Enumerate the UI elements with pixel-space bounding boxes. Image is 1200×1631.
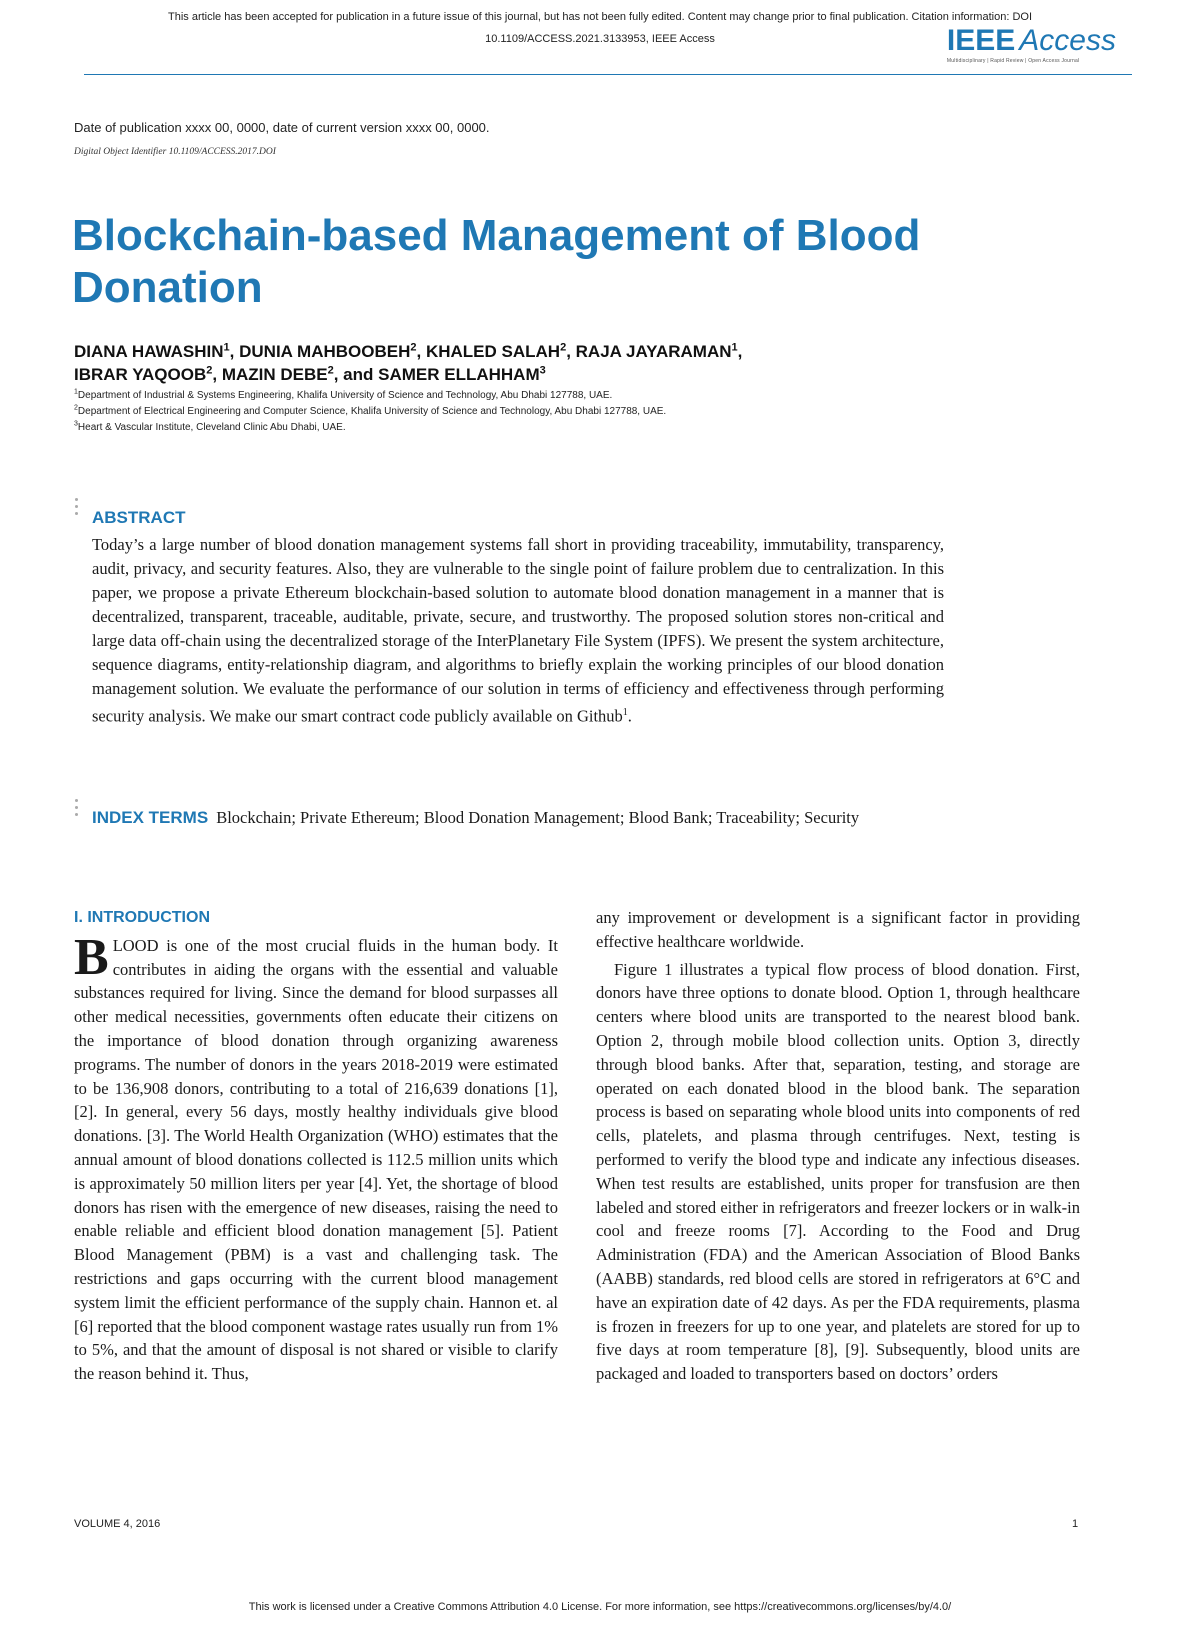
author-affil-mark: 2: [410, 341, 417, 354]
author-name: , RAJA JAYARAMAN: [566, 342, 732, 361]
body-paragraph: any improvement or development is a significant factor in providing effective healthcare worldwide.: [596, 908, 1080, 951]
right-column: [596, 906, 1080, 1386]
doi-line: Digital Object Identifier 10.1109/ACCESS.2017.DOI: [74, 147, 276, 157]
header-rule: [84, 74, 1132, 75]
author-affil-mark: 2: [560, 341, 567, 354]
author-affil-mark: 1: [731, 341, 738, 354]
author-affil-mark: 1: [223, 341, 230, 354]
index-terms-body: Blockchain; Private Ethereum; Blood Donation Management; Blood Bank; Traceability; Security: [216, 808, 860, 827]
author-name: , KHALED SALAH: [416, 342, 561, 361]
drop-cap: B: [74, 928, 109, 986]
logo-ieee: IEEE: [946, 24, 1016, 57]
page-number: 1: [1072, 1518, 1079, 1530]
index-terms-marker: [75, 799, 79, 820]
author-name: DIANA HAWASHIN: [74, 342, 224, 361]
author-separator: ,: [737, 342, 743, 361]
left-column: [74, 906, 558, 1386]
affiliation-item: $^3$Heart & Vascular Institute, Cleveland Clinic Abu Dhabi, UAE.: [74, 420, 346, 433]
license-notice: This work is licensed under a Creative Commons Attribution 4.0 License. For more information, see https://creativecommons.org/licenses/by/4.0/: [248, 1601, 952, 1613]
author-name: IBRAR YAQOOB: [74, 365, 207, 384]
author-list: [74, 340, 974, 386]
publication-date: Date of publication xxxx 00, 0000, date of current version xxxx 00, 0000.: [74, 120, 490, 135]
index-terms: [92, 806, 944, 830]
volume-footer: VOLUME 4, 2016: [74, 1518, 161, 1530]
intro-text: LOOD is one of the most crucial fluids in the human body. It contributes in aiding the organs with the essential and valuable substances required for living. Since the demand for blood surpasses all other medical necessities, governments often educate their citizens on the importance of blood donation through organizing awareness programs. The number of donors in the years 2018-2019 were estimated to be 136,908 donors, contributing to a total of 216,639 donations [1], [2]. In general, every 56 days, mostly healthy individuals give blood donations. [3]. The World Health Organization (WHO) estimates that the annual amount of blood donations collected is 112.5 million units which is approximately 50 million liters per year [4]. Yet, the shortage of blood donors has risen with the emergence of new diseases, raising the need to enable reliable and efficient blood donation management [5]. Patient Blood Management (PBM) is a vast and challenging task. The restrictions and gaps occurring with the current blood management system limit the efficient performance of the supply chain. Hannon et. al [6] reported that the blood component wastage rates usually run from 1% to 5%, and that the amount of disposal is not shared or visible to clarify the reason behind it. Thus,: [74, 935, 558, 1384]
notice-line-1: This article has been accepted for publication in a future issue of this journal, but has not been fully edited. Content may change prior to final publication. Citation information: DOI: [168, 11, 1032, 23]
body-paragraph: Figure 1 illustrates a typical flow process of blood donation. First, donors have three options to donate blood. Option 1, through healthcare centers where blood units are transported to the nearest blood bank. Option 2, through mobile blood collection units. Option 3, directly through blood banks. After that, separation, testing, and storage are operated on each donated blood in the blood bank. The separation process is based on separating whole blood units into components of red cells, platelets, and plasma through centrifuges. Next, testing is performed to verify the blood type and indicate any infectious diseases. When test results are established, units proper for transfusion are then labeled and stored either in refrigerators and freezer lockers or in walk-in cool and freeze rooms [7]. According to the Food and Drug Administration (FDA) and the American Association of Blood Banks (AABB) standards, red blood cells are stored in refrigerators at 6°C and have an expiration date of 42 days. As per the FDA requirements, plasma is frozen in freezers for up to one year, and platelets are stored for up to five days at room temperature [8], [9]. Subsequently, blood units are packaged and loaded to transporters based on doctors’ orders: [596, 959, 1080, 1384]
author-name: , and SAMER ELLAHHAM: [333, 365, 540, 384]
journal-logo: [947, 26, 1116, 64]
index-terms-heading: INDEX TERMS: [92, 808, 209, 827]
author-name: , DUNIA MAHBOOBEH: [229, 342, 411, 361]
logo-access: Access: [1019, 24, 1116, 57]
abstract-heading: ABSTRACT: [92, 508, 186, 527]
section-heading-introduction: I. INTRODUCTION: [74, 909, 210, 926]
affiliation-list: [74, 388, 974, 436]
footnote-mark: 1: [622, 707, 628, 718]
affiliation-item: $^1$Department of Industrial & Systems Engineering, Khalifa University of Science and Technology, Abu Dhabi 127788, UAE.: [74, 388, 613, 401]
abstract-marker: [75, 498, 79, 519]
affiliation-item: $^2$Department of Electrical Engineering and Computer Science, Khalifa University of Science and Technology, Abu Dhabi 127788, UAE.: [74, 404, 667, 417]
paper-title: Blockchain-based Management of Blood Donation: [72, 211, 921, 312]
abstract: ABSTRACT Today’s a large number of blood donation management systems fall short in providing traceability, immutability, transparency, audit, privacy, and security features. Also, they are vulnerable to the single point of failure problem due to centralization. In this paper, we propose a private Ethereum blockchain-based solution to automate blood donation management in a manner that is decentralized, transparent, traceable, auditable, private, secure, and trustworthy. The proposed solution stores non-critical and large data off-chain using the decentralized storage of the InterPlanetary File System (IPFS). We present the system architecture, sequence diagrams, entity-relationship diagram, and algorithms to briefly explain the working principles of our blood donation management solution. We evaluate the performance of our solution in terms of efficiency and effectiveness through performing security analysis. We make our smart contract code publicly available on Github$^1$.: [92, 508, 944, 726]
author-affil-mark: 3: [539, 364, 546, 377]
abstract-body: Today’s a large number of blood donation management systems fall short in providing traceability, immutability, transparency, audit, privacy, and security features. Also, they are vulnerable to the single point of failure problem due to centralization. In this paper, we propose a private Ethereum blockchain-based solution to automate blood donation management in a manner that is decentralized, transparent, traceable, auditable, private, secure, and trustworthy. The proposed solution stores non-critical and large data off-chain using the decentralized storage of the InterPlanetary File System (IPFS). We present the system architecture, sequence diagrams, entity-relationship diagram, and algorithms to briefly explain the working principles of our blood donation management solution. We evaluate the performance of our solution in terms of efficiency and effectiveness through performing security analysis. We make our smart contract code publicly available on Github: [92, 535, 944, 726]
author-name: , MAZIN DEBE: [212, 365, 328, 384]
author-affil-mark: 2: [206, 364, 213, 377]
author-affil-mark: 2: [327, 364, 334, 377]
notice-line-2: 10.1109/ACCESS.2021.3133953, IEEE Access: [485, 33, 715, 45]
logo-tagline: Multidisciplinary | Rapid Review | Open Access Journal: [946, 58, 1080, 64]
intro-paragraph: [74, 928, 558, 1386]
